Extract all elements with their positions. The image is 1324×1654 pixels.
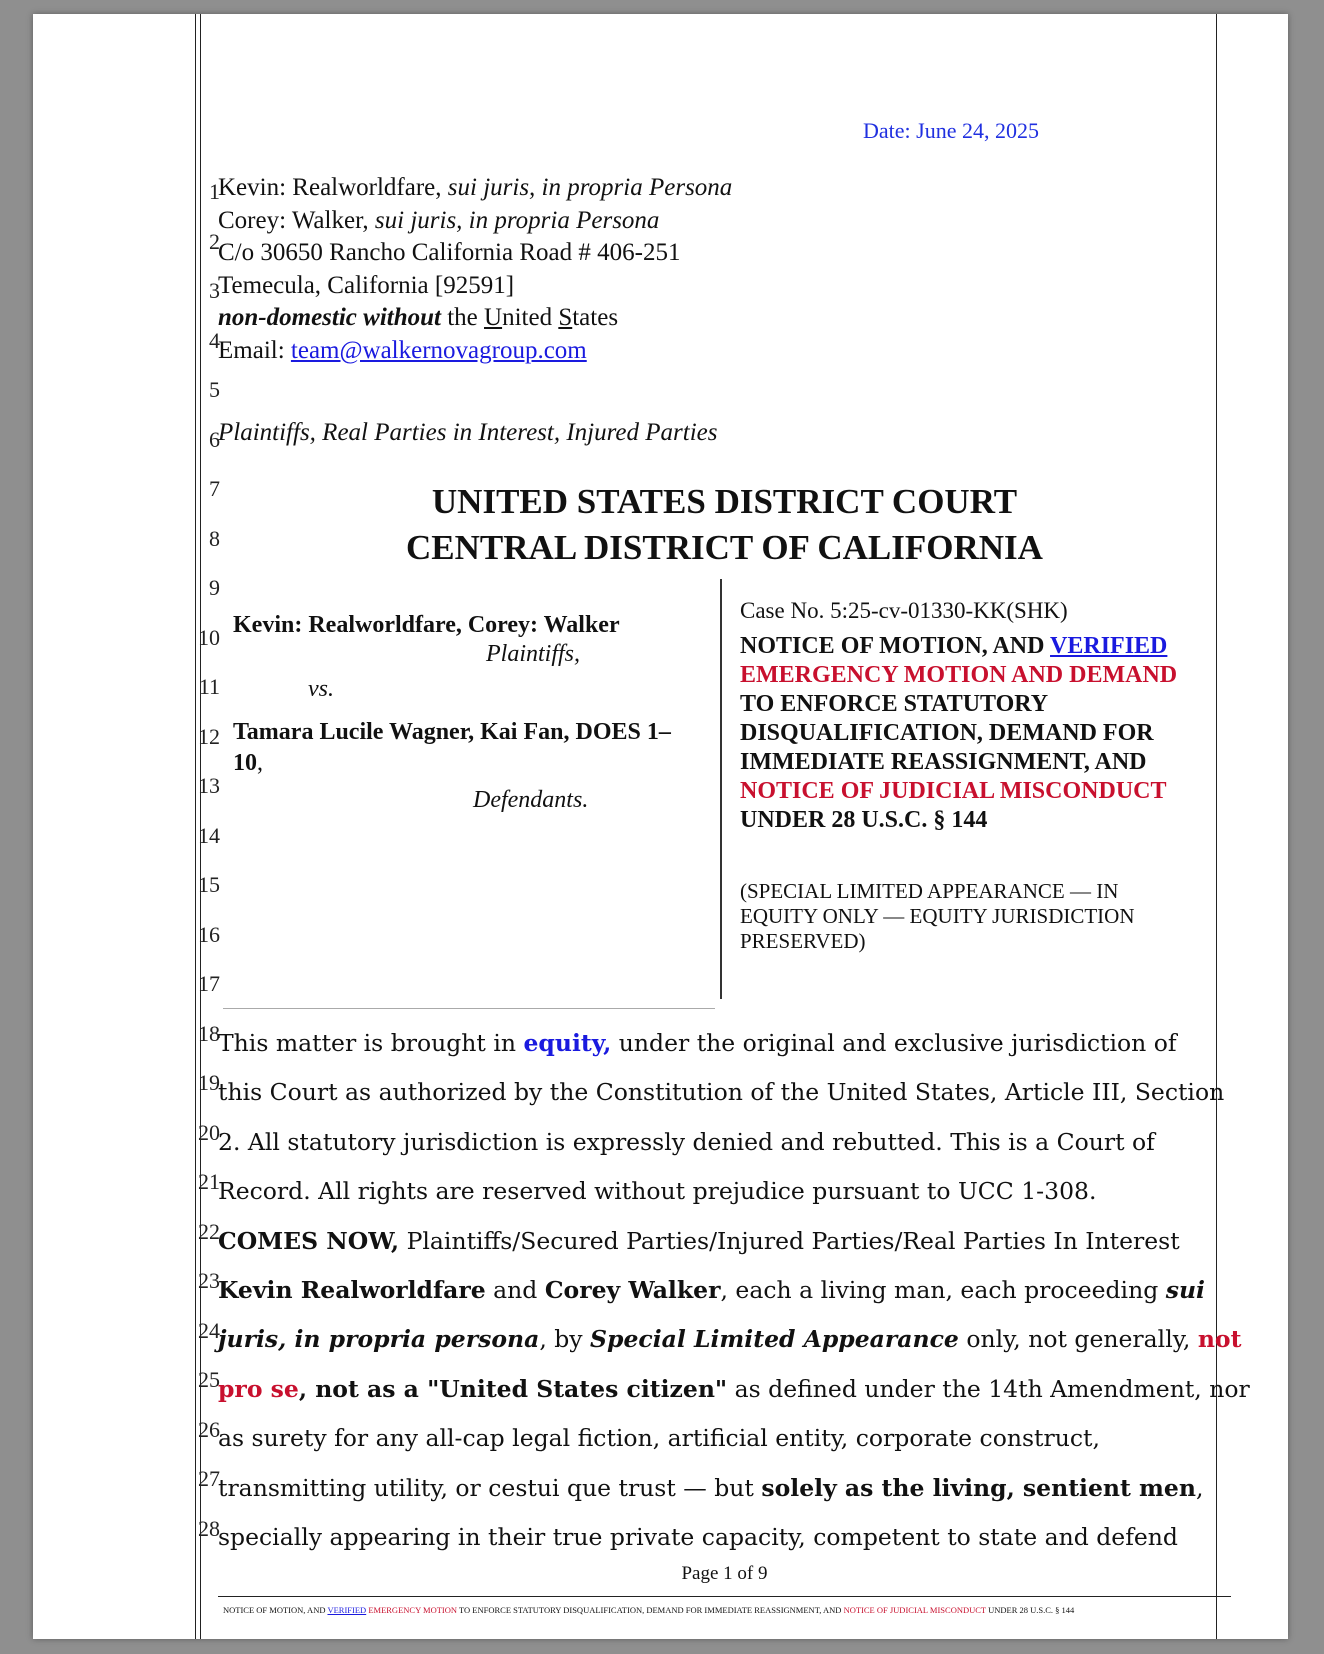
line-number: 22 <box>198 1218 220 1244</box>
line-number: 17 <box>198 971 220 996</box>
line-number: 28 <box>198 1515 220 1541</box>
defendants-names: Tamara Lucile Wagner, Kai Fan, DOES 1–10, <box>233 719 671 776</box>
body-line-24: juris, in propria persona, by Special Limited Appearance only, not generally, not <box>218 1325 1242 1354</box>
plaintiffs-names: Kevin: Realworldfare, Corey: Walker <box>233 612 620 638</box>
line-number: 2 <box>209 228 220 254</box>
email-link[interactable]: team@walkernovagroup.com <box>290 336 587 364</box>
line-number: 15 <box>198 872 220 897</box>
body-line-22: COMES NOW, Plaintiffs/Secured Parties/Injured Parties/Real Parties In Interest <box>218 1226 1180 1255</box>
footer-rule <box>218 1596 1231 1597</box>
line-number: 20 <box>198 1119 220 1145</box>
body-line-27: transmitting utility, or cestui que trust — but solely as the living, sentient men, <box>218 1473 1204 1502</box>
court-title: UNITED STATES DISTRICT COURT CENTRAL DISTRICT OF CALIFORNIA <box>406 482 1043 567</box>
line-number: 21 <box>198 1169 220 1194</box>
header-address: C/o 30650 Rancho California Road # 406-251 <box>218 239 681 266</box>
footer-title: NOTICE OF MOTION, AND VERIFIED EMERGENCY MOTION TO ENFORCE STATUTORY DISQUALIFICATION, DEMAND FOR IMMEDIATE REASSIGNMENT, AND NOTICE OF JUDICIAL MISCONDUCT UNDER 28 U.S.C. § 144 <box>223 1605 1075 1615</box>
header-email: Email: team@walkernovagroup.com <box>218 336 587 364</box>
line-number: 19 <box>198 1070 220 1095</box>
line-number: 24 <box>198 1317 220 1343</box>
line-number: 8 <box>209 525 220 551</box>
plaintiffs-role: Plaintiffs, Real Parties in Interest, Injured Parties <box>218 419 718 446</box>
case-caption-parties <box>233 612 693 814</box>
line-number: 5 <box>209 377 220 402</box>
filing-date: Date: June 24, 2025 <box>863 118 1039 143</box>
line-number: 18 <box>198 1020 220 1046</box>
party-header <box>218 172 732 367</box>
line-number: 14 <box>198 822 220 848</box>
line-number: 3 <box>209 278 220 303</box>
case-number: Case No. 5:25-cv-01330-KK(SHK) <box>740 598 1068 623</box>
line-number: 27 <box>198 1466 220 1491</box>
plaintiffs-label: Plaintiffs, <box>486 641 581 667</box>
line-number: 13 <box>198 773 220 798</box>
caption-divider <box>720 579 722 999</box>
body-line-25: pro se, not as a "United States citizen" as defined under the 14th Amendment, nor <box>218 1374 1250 1403</box>
line-number: 16 <box>198 921 220 947</box>
case-caption-title <box>740 598 1185 954</box>
line-number: 9 <box>209 575 220 600</box>
header-status-line: non-domestic without the United States <box>218 304 619 331</box>
line-number: 7 <box>209 476 220 501</box>
body-line-20: 2. All statutory jurisdiction is expressly denied and rebutted. This is a Court of <box>218 1127 1155 1156</box>
caption-underline <box>223 1008 715 1009</box>
line-number: 10 <box>198 624 220 650</box>
line-number: 4 <box>209 327 220 353</box>
body-line-18: This matter is brought in equity, under the original and exclusive jurisdiction of <box>218 1029 1177 1057</box>
line-number: 11 <box>198 674 220 699</box>
motion-title: NOTICE OF MOTION, AND VERIFIED EMERGENCY MOTION AND DEMAND TO ENFORCE STATUTORY DISQUALIFICATION, DEMAND FOR IMMEDIATE REASSIGNMENT, AND NOTICE OF JUDICIAL MISCONDUCT UNDER 28 U.S.C. § 144 <box>740 633 1178 833</box>
line-number: 12 <box>198 723 220 749</box>
vs-label: vs. <box>308 676 334 702</box>
header-line-2: Corey: Walker, sui juris, in propria Persona <box>218 206 660 234</box>
body-line-26: as surety for any all-cap legal fiction, artificial entity, corporate construct, <box>218 1424 1100 1453</box>
body-line-19: this Court as authorized by the Constitution of the United States, Article III, Section <box>218 1078 1225 1107</box>
body-text <box>218 1019 1250 1562</box>
line-number: 26 <box>198 1416 220 1442</box>
body-line-23: Kevin Realworldfare and Corey Walker, each a living man, each proceeding sui <box>218 1276 1205 1305</box>
body-line-28: specially appearing in their true private capacity, competent to state and defend <box>218 1523 1178 1552</box>
line-number: 25 <box>198 1367 220 1392</box>
line-number: 6 <box>209 426 220 452</box>
page-number: Page 1 of 9 <box>681 1563 768 1584</box>
line-number: 1 <box>209 179 220 204</box>
line-number: 23 <box>198 1268 220 1293</box>
header-line-1: Kevin: Realworldfare, sui juris, in propria Persona <box>218 174 733 201</box>
special-appearance-note: (SPECIAL LIMITED APPEARANCE — IN EQUITY ONLY — EQUITY JURISDICTION PRESERVED) <box>740 879 1135 953</box>
header-city: Temecula, California [92591] <box>218 271 515 299</box>
body-line-21: Record. All rights are reserved without prejudice pursuant to UCC 1-308. <box>218 1177 1097 1206</box>
defendants-label: Defendants. <box>473 787 589 813</box>
document-page <box>33 14 1288 1639</box>
